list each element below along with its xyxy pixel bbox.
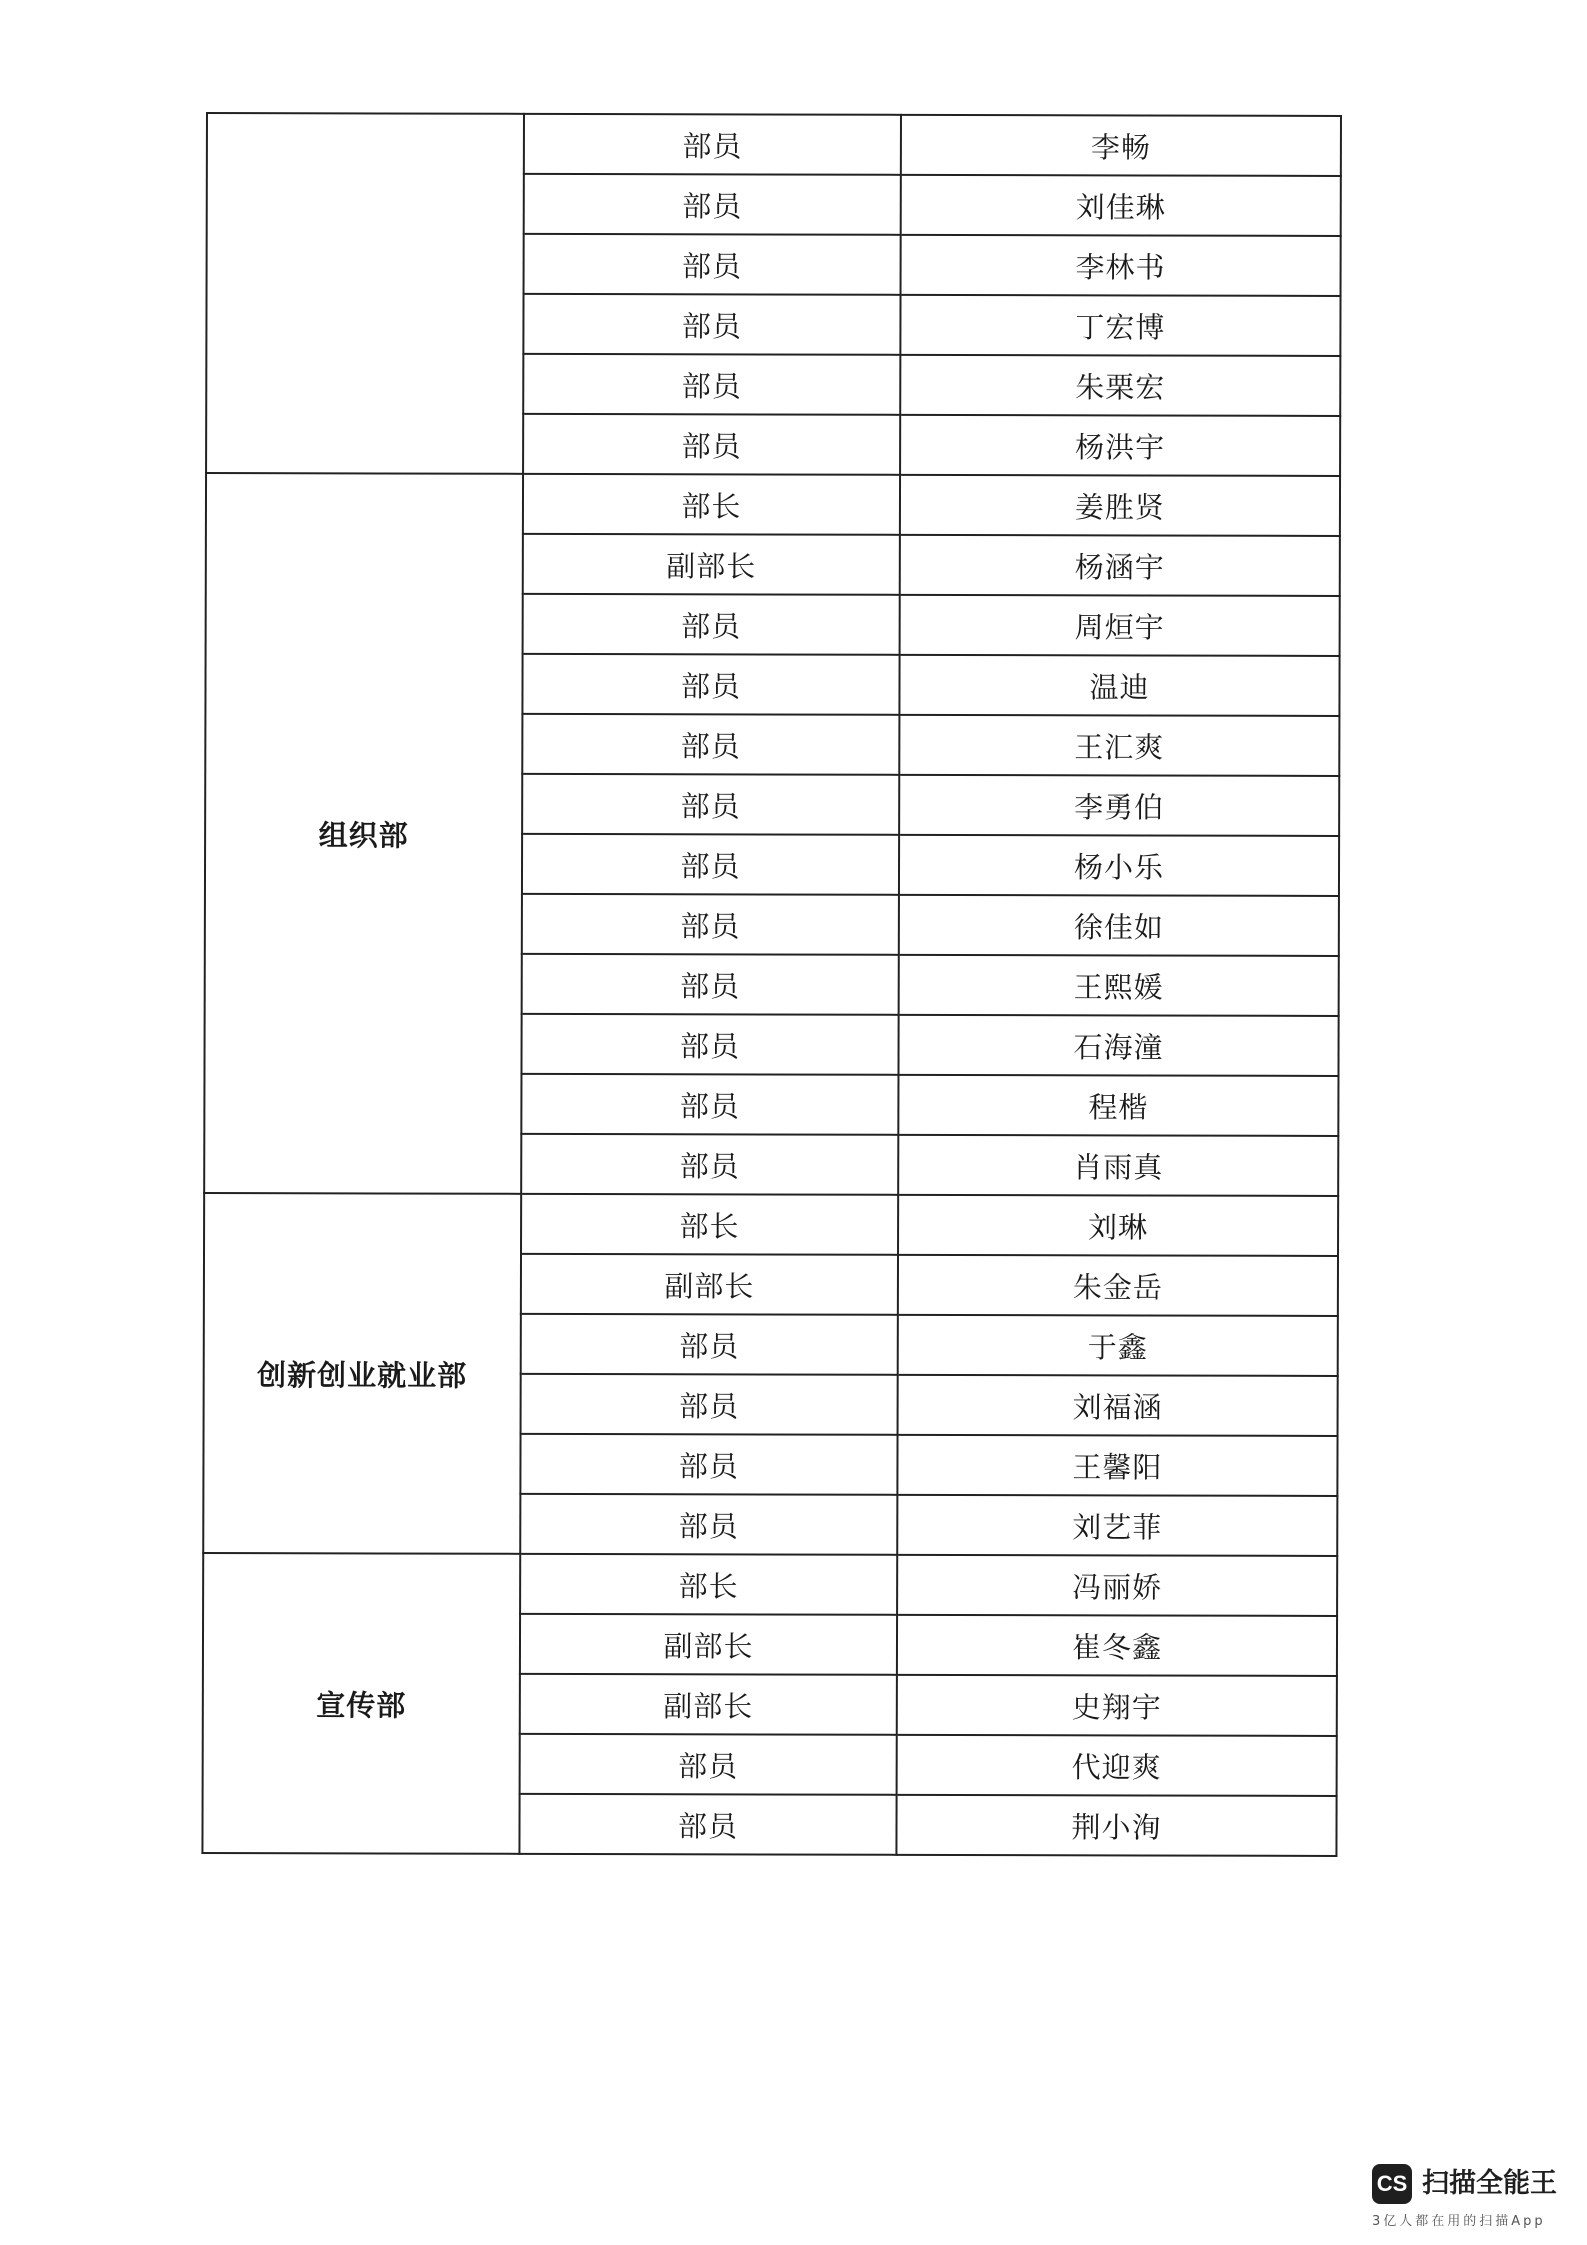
role-cell: 部员 [519,1794,896,1855]
role-cell: 副部长 [520,1614,897,1675]
role-cell: 副部长 [521,1254,898,1315]
role-cell: 部员 [521,1014,898,1075]
role-cell: 部员 [520,1494,897,1555]
name-cell: 崔冬鑫 [897,1615,1337,1676]
role-cell: 部长 [520,1554,897,1615]
role-cell: 部长 [523,474,900,535]
role-cell: 部员 [524,114,901,175]
name-cell: 史翔宇 [897,1675,1337,1736]
name-cell: 姜胜贤 [900,475,1340,536]
name-cell: 冯丽娇 [897,1555,1337,1616]
name-cell: 周烜宇 [900,595,1340,656]
role-cell: 部员 [522,714,899,775]
name-cell: 代迎爽 [897,1735,1337,1796]
name-cell: 王汇爽 [899,715,1339,776]
name-cell: 朱金岳 [898,1255,1338,1316]
table-row [203,1553,1337,1616]
name-cell: 杨洪宇 [900,415,1340,476]
name-cell: 于鑫 [898,1315,1338,1376]
name-cell: 朱栗宏 [900,355,1340,416]
name-cell: 刘福涵 [898,1375,1338,1436]
role-cell: 部员 [521,1314,898,1375]
role-cell: 部员 [524,174,901,235]
name-cell: 李畅 [901,115,1341,176]
role-cell: 部员 [523,354,900,415]
name-cell: 程楷 [898,1075,1338,1136]
role-cell: 部员 [521,1374,898,1435]
name-cell: 李勇伯 [899,775,1339,836]
role-cell: 部员 [523,594,900,655]
role-cell: 副部长 [523,534,900,595]
role-cell: 部员 [520,1434,897,1495]
role-cell: 副部长 [520,1674,897,1735]
table-row [206,473,1340,536]
department-cell: 组织部 [204,473,523,1194]
department-cell: 宣传部 [202,1553,520,1854]
name-cell: 刘琳 [898,1195,1338,1256]
role-cell: 部员 [522,774,899,835]
member-roster-table [201,112,1342,1857]
role-cell: 部员 [523,294,900,355]
role-cell: 部员 [524,234,901,295]
name-cell: 杨涵宇 [900,535,1340,596]
name-cell: 杨小乐 [899,835,1339,896]
role-cell: 部员 [522,654,899,715]
name-cell: 石海潼 [898,1015,1338,1076]
department-cell [206,113,524,474]
camscanner-logo-icon: CS [1372,2164,1412,2204]
role-cell: 部员 [520,1734,897,1795]
name-cell: 王熙媛 [899,955,1339,1016]
name-cell: 李林书 [901,235,1341,296]
table-row [204,1193,1338,1256]
roster-body [202,113,1341,1856]
name-cell: 徐佳如 [899,895,1339,956]
name-cell: 刘佳琳 [901,175,1341,236]
watermark-title: 扫描全能王 [1422,2168,1557,2199]
name-cell: 温迪 [899,655,1339,716]
role-cell: 部员 [522,834,899,895]
role-cell: 部长 [521,1194,898,1255]
scanner-watermark [1372,2160,1572,2230]
role-cell: 部员 [521,1134,898,1195]
name-cell: 肖雨真 [898,1135,1338,1196]
role-cell: 部员 [522,954,899,1015]
role-cell: 部员 [522,894,899,955]
name-cell: 丁宏博 [900,295,1340,356]
role-cell: 部员 [523,414,900,475]
table-row [207,113,1341,176]
name-cell: 荆小洵 [896,1795,1336,1856]
department-cell: 创新创业就业部 [203,1193,521,1554]
role-cell: 部员 [521,1074,898,1135]
name-cell: 刘艺菲 [897,1495,1337,1556]
name-cell: 王馨阳 [897,1435,1337,1496]
watermark-subtitle: 3亿人都在用的扫描App [1372,2214,1546,2229]
